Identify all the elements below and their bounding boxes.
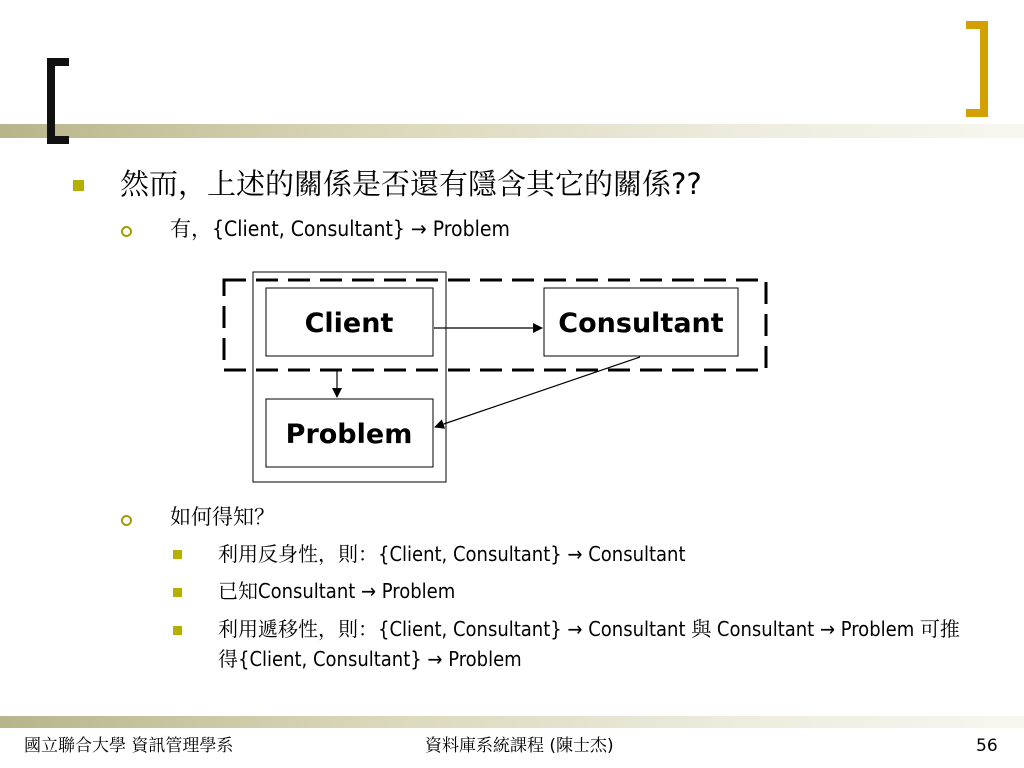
sub-bullet-2-text: 如何得知？ — [170, 505, 275, 529]
square-bullet-icon — [173, 550, 182, 559]
main-bullet-text: 然而，上述的關係是否還有隱含其它的關係?? — [120, 167, 702, 201]
footer-band — [0, 716, 1024, 728]
circle-bullet-icon — [121, 515, 132, 526]
sub-item-reflexive: 利用反身性，則：{Client, Consultant} → Consultant — [218, 542, 686, 566]
consultant-to-problem-arrow — [435, 357, 640, 427]
square-bullet-icon — [173, 626, 182, 635]
square-bullet-icon — [173, 588, 182, 597]
page-number: 56 — [976, 736, 998, 756]
footer-department: 國立聯合大學 資訊管理學系 — [24, 736, 234, 756]
client-label: Client — [304, 308, 394, 339]
sub-bullet-1-text: 有，{Client, Consultant} → Problem — [170, 217, 510, 241]
sub-item-transitive-line2: 得{Client, Consultant} → Problem — [218, 647, 522, 671]
sub-item-transitive-line1: 利用遞移性，則：{Client, Consultant} → Consultant 與 Consultant → Problem 可推 — [218, 617, 960, 641]
problem-label: Problem — [285, 419, 413, 450]
consultant-label: Consultant — [558, 308, 724, 339]
sub-item-known: 已知Consultant → Problem — [218, 579, 456, 603]
footer-course: 資料庫系統課程 (陳士杰) — [425, 736, 614, 756]
